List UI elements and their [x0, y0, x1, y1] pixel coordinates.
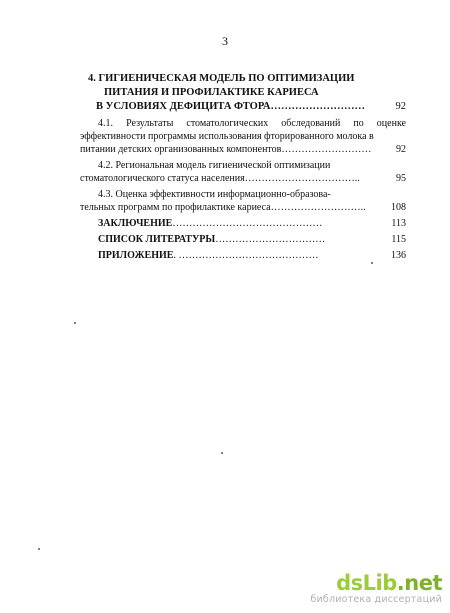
entry-page-number: 113 [391, 218, 406, 229]
scan-speck [74, 322, 76, 324]
toc-entry-appendix [80, 249, 406, 262]
toc-section [80, 159, 406, 185]
scan-speck [371, 262, 373, 264]
section-text: 4.1. Результаты стоматологических обследований по оценке эффективности программы использования фторированного молока в [80, 118, 406, 142]
page-number: 3 [222, 34, 228, 48]
chapter-title-line-2: ПИТАНИЯ И ПРОФИЛАКТИКЕ КАРИЕСА [104, 87, 319, 98]
entry-dots: …………………………… [215, 234, 326, 245]
toc-entry-references [80, 233, 406, 246]
entry-page-number: 136 [391, 250, 406, 261]
scan-speck [38, 548, 40, 550]
toc-section [80, 117, 406, 156]
watermark [310, 572, 442, 605]
toc-entry-conclusion [80, 217, 406, 230]
section-text: 4.2. Региональная модель гигиенической оптимизации [98, 160, 331, 171]
chapter-title-line-3-text: В УСЛОВИЯХ ДЕФИЦИТА ФТОРА……………………… [96, 101, 365, 112]
watermark-logo-right: .net [396, 571, 442, 595]
entry-label: ЗАКЛЮЧЕНИЕ [98, 218, 173, 229]
entry-page-number: 115 [391, 234, 406, 245]
chapter-page-number: 92 [395, 101, 406, 112]
section-page-number: 108 [391, 202, 406, 213]
section-page-number: 92 [396, 144, 406, 155]
section-last-line-text: тельных программ по профилактике кариеса……………………….. [80, 202, 366, 213]
entry-dots: . …………………………………… [173, 250, 319, 261]
toc-section [80, 188, 406, 214]
scan-speck [221, 452, 223, 454]
section-last-line [80, 201, 406, 214]
watermark-logo-left: dsLib [336, 571, 397, 595]
watermark-tagline: библиотека диссертаций [310, 594, 442, 605]
entry-dots: ……………………………………… [172, 218, 323, 229]
section-last-line [80, 143, 406, 156]
chapter-title-line-1: 4. ГИГИЕНИЧЕСКАЯ МОДЕЛЬ ПО ОПТИМИЗАЦИИ [88, 73, 355, 84]
section-last-line [80, 172, 406, 185]
chapter-heading [80, 72, 406, 114]
section-last-line-text: стоматологического статуса населения…………………………….. [80, 173, 360, 184]
chapter-title-line-3 [80, 100, 406, 114]
entry-label: СПИСОК ЛИТЕРАТУРЫ [98, 234, 216, 245]
table-of-contents [80, 72, 406, 262]
entry-label: ПРИЛОЖЕНИЕ [98, 250, 174, 261]
section-text: 4.3. Оценка эффективности информационно-образова- [98, 189, 331, 200]
section-page-number: 95 [396, 173, 406, 184]
section-last-line-text: питании детских организованных компонентов……………………… [80, 144, 372, 155]
watermark-logo [310, 572, 442, 594]
